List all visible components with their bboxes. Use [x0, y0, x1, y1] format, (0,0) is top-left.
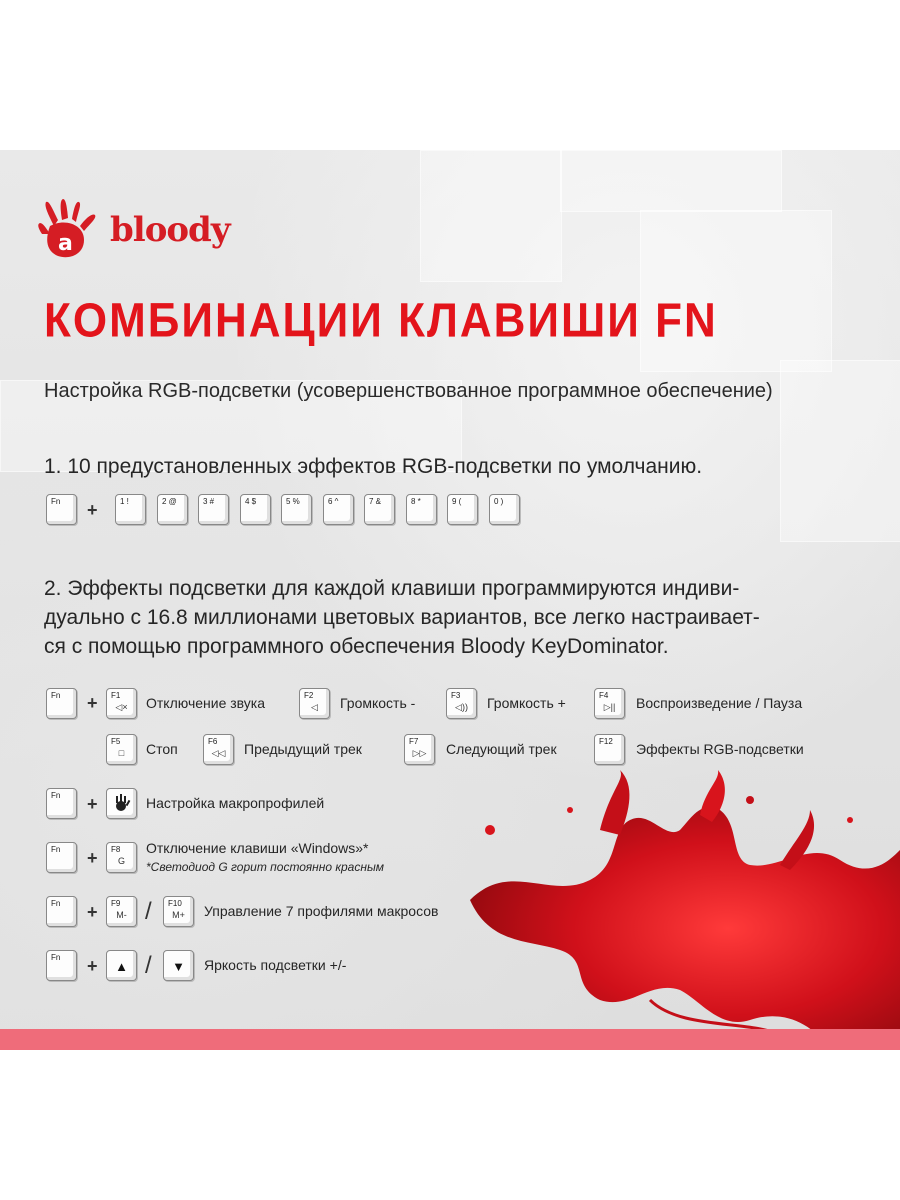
number-key: 7 & — [364, 494, 395, 525]
bg-panel — [780, 360, 900, 542]
f8-key: F8 G — [106, 842, 137, 873]
number-key: 5 % — [281, 494, 312, 525]
svg-text:a: a — [58, 231, 73, 256]
paint-splash-decoration — [450, 770, 900, 1050]
section2-line: дуально с 16.8 миллионами цветовых вариантов, все легко настраивает- — [44, 606, 760, 629]
f7-key: F7 ▷▷ — [404, 734, 435, 765]
section1-text: 1. 10 предустановленных эффектов RGB-подсветки по умолчанию. — [44, 455, 703, 478]
number-key: 8 * — [406, 494, 437, 525]
windows-lock-label: Отключение клавиши «Windows»* — [146, 840, 369, 856]
f12-key: F12 — [594, 734, 625, 765]
number-key: 4 $ — [240, 494, 271, 525]
bg-panel — [560, 150, 782, 212]
plus-sign: + — [87, 500, 98, 520]
number-key: 1 ! — [115, 494, 146, 525]
bottom-stripe — [0, 1029, 900, 1050]
bloody-hand-icon — [34, 196, 104, 264]
slash-sign: / — [145, 898, 152, 925]
slash-sign: / — [145, 952, 152, 979]
arrow-up-key — [106, 950, 137, 981]
windows-lock-note: *Светодиод G горит постоянно красным — [146, 860, 385, 874]
bloody-hand-icon — [107, 789, 136, 818]
fn-key: Fn — [46, 842, 77, 873]
number-key: 6 ^ — [323, 494, 354, 525]
f9-key: F9 M- — [106, 896, 137, 927]
section2-line: 2. Эффекты подсветки для каждой клавиши программируются индиви- — [44, 577, 740, 600]
section2-line: ся с помощью программного обеспечения Bloody KeyDominator. — [44, 635, 669, 658]
page-title: КОМБИНАЦИИ КЛАВИШИ FN — [44, 293, 718, 348]
number-key: 0 ) — [489, 494, 520, 525]
up-arrow-icon: ▲ — [115, 959, 128, 974]
plus-sign: + — [87, 794, 98, 814]
profiles-label: Управление 7 профилями макросов — [204, 903, 439, 919]
arrow-down-key — [163, 950, 194, 981]
f6-key: F6 ◁◁ — [203, 734, 234, 765]
f5-label: Стоп — [146, 741, 178, 757]
brand-logo — [34, 190, 230, 270]
fn-key: Fn — [46, 896, 77, 927]
f5-key: F5 □ — [106, 734, 137, 765]
brightness-label: Яркость подсветки +/- — [204, 957, 347, 973]
number-key: 3 # — [198, 494, 229, 525]
plus-sign: + — [87, 902, 98, 922]
promo-card — [0, 150, 900, 1050]
f1-label: Отключение звука — [146, 695, 266, 711]
f4-key: F4 ▷|| — [594, 688, 625, 719]
brand-wordmark: bloody — [110, 210, 230, 250]
f6-label: Предыдущий трек — [244, 741, 362, 757]
bg-panel — [420, 150, 562, 282]
plus-sign: + — [87, 848, 98, 868]
f2-key: F2 ◁ — [299, 688, 330, 719]
number-key: 2 @ — [157, 494, 188, 525]
plus-sign: + — [87, 956, 98, 976]
fn-key: Fn — [46, 788, 77, 819]
macro-label: Настройка макропрофилей — [146, 795, 325, 811]
subtitle: Настройка RGB-подсветки (усовершенствованное программное обеспечение) — [44, 380, 773, 402]
macro-key — [106, 788, 137, 819]
fn-key: Fn — [46, 950, 77, 981]
down-arrow-icon: ▼ — [172, 959, 185, 974]
f1-key: F1 ◁× — [106, 688, 137, 719]
f3-key: F3 ◁)) — [446, 688, 477, 719]
plus-sign: + — [87, 693, 98, 713]
fn-key: Fn — [46, 688, 77, 719]
f7-label: Следующий трек — [446, 741, 557, 757]
number-key: 9 ( — [447, 494, 478, 525]
fn-key: Fn — [46, 494, 77, 525]
f2-label: Громкость - — [340, 695, 416, 711]
f3-label: Громкость + — [487, 695, 566, 711]
f12-label: Эффекты RGB-подсветки — [636, 741, 804, 757]
f10-key: F10 M+ — [163, 896, 194, 927]
f4-label: Воспроизведение / Пауза — [636, 695, 803, 711]
